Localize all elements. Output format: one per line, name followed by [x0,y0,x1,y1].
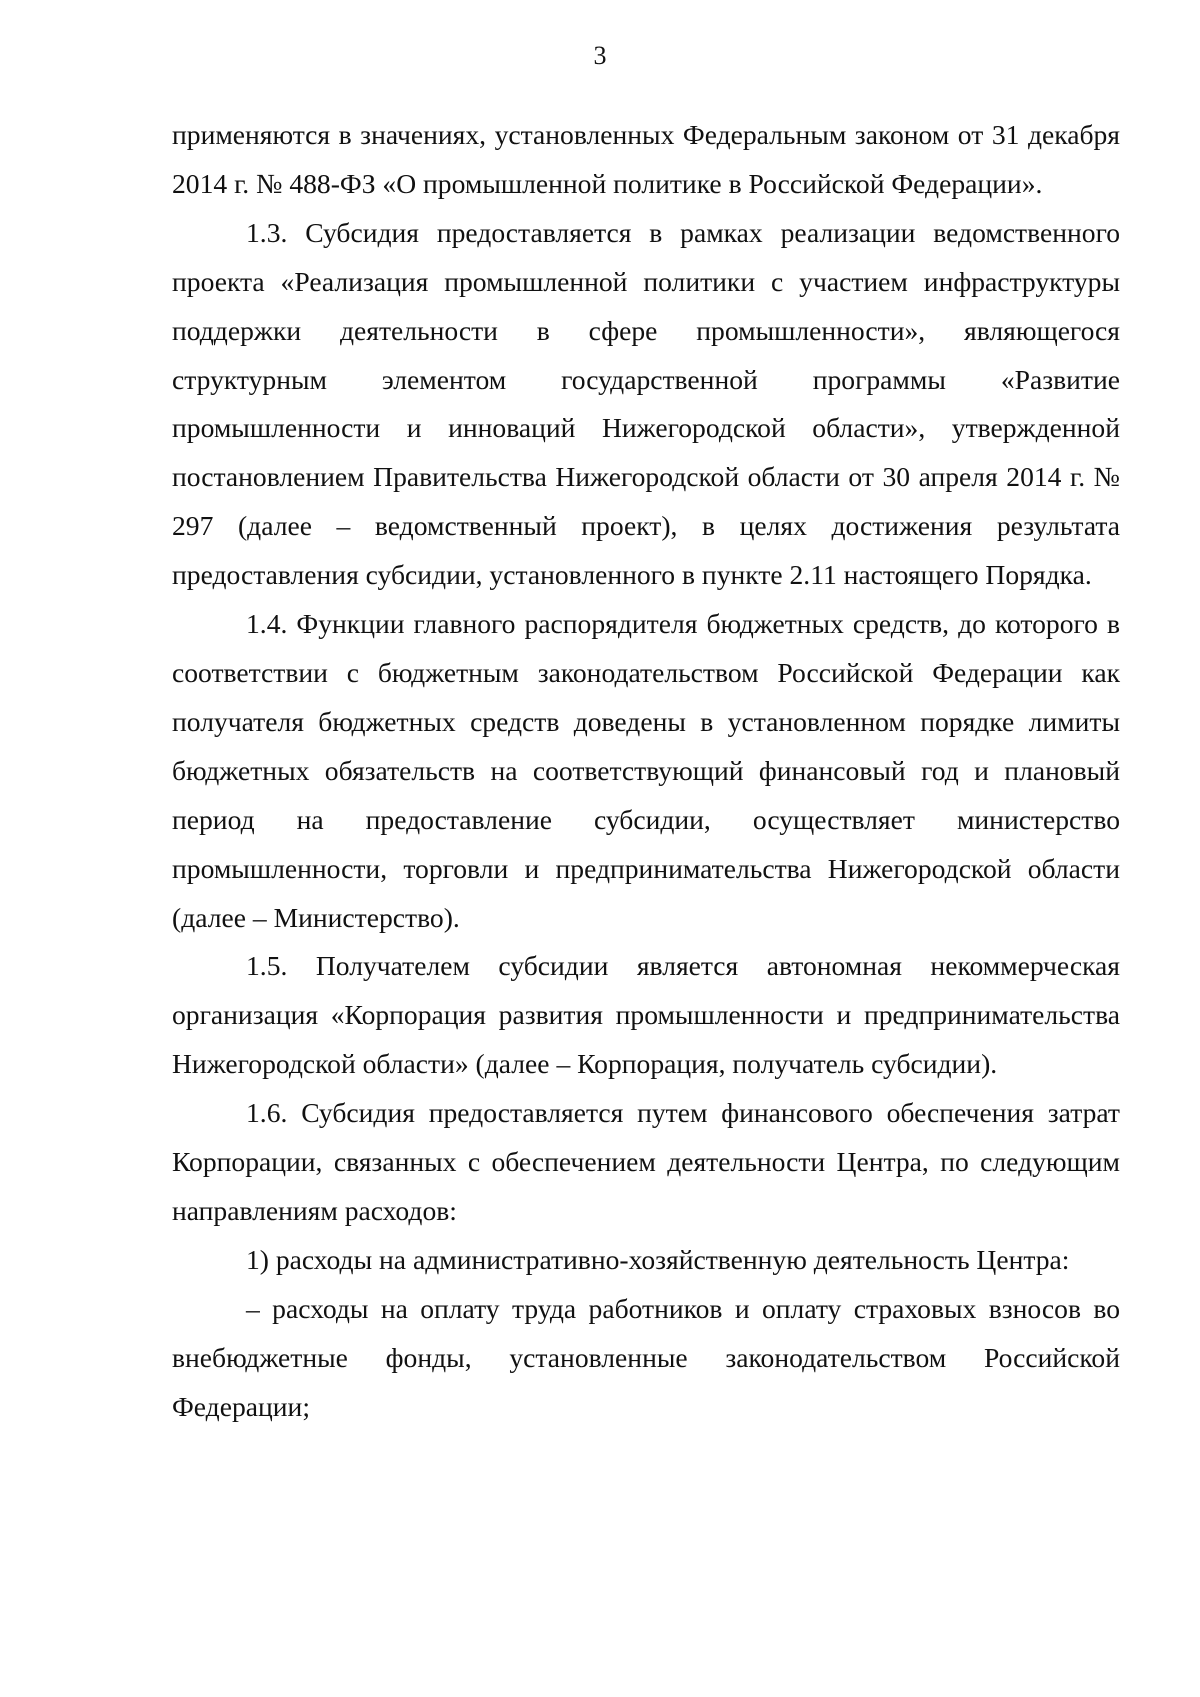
document-body [172,111,1120,1431]
list-item-1: 1) расходы на административно-хозяйственную деятельность Центра: [246,1243,1070,1275]
page-number: 3 [593,41,607,70]
paragraph-continuation: применяются в значениях, установленных Федеральным законом от 31 декабря 2014 г. № 488-ФЗ «О промышленной политике в Российской Федерации». [172,119,1120,199]
paragraph-1-6: 1.6. Субсидия предоставляется путем финансового обеспечения затрат Корпорации, связанных с обеспечением деятельности Центра, по следующим направлениям расходов: [172,1097,1120,1226]
paragraph-1-3: 1.3. Субсидия предоставляется в рамках реализации ведомственного проекта «Реализация промышленной политики с участием инфраструктуры поддержки деятельности в сфере промышленности», являющегося структурным элементом государственной программы «Развитие промышленности и инноваций Нижегородской области», утвержденной постановлением Правительства Нижегородской области от 30 апреля 2014 г. № 297 (далее – ведомственный проект), в целях достижения результата предоставления субсидии, установленного в пункте 2.11 настоящего Порядка. [172,216,1120,591]
list-subitem-labor-costs: – расходы на оплату труда работников и оплату страховых взносов во внебюджетные фонды, установленные законодательством Российской Федерации; [172,1292,1120,1422]
paragraph-1-4: 1.4. Функции главного распорядителя бюджетных средств, до которого в соответствии с бюджетным законодательством Российской Федерации как получателя бюджетных средств доведены в установленном порядке лимиты бюджетных обязательств на соответствующий финансовый год и плановый период на предоставление субсидии, осуществляет министерство промышленности, торговли и предпринимательства Нижегородской области (далее – Министерство). [172,608,1120,933]
paragraph-1-5: 1.5. Получателем субсидии является автономная некоммерческая организация «Корпорация развития промышленности и предпринимательства Нижегородской области» (далее – Корпорация, получатель субсидии). [172,950,1120,1080]
